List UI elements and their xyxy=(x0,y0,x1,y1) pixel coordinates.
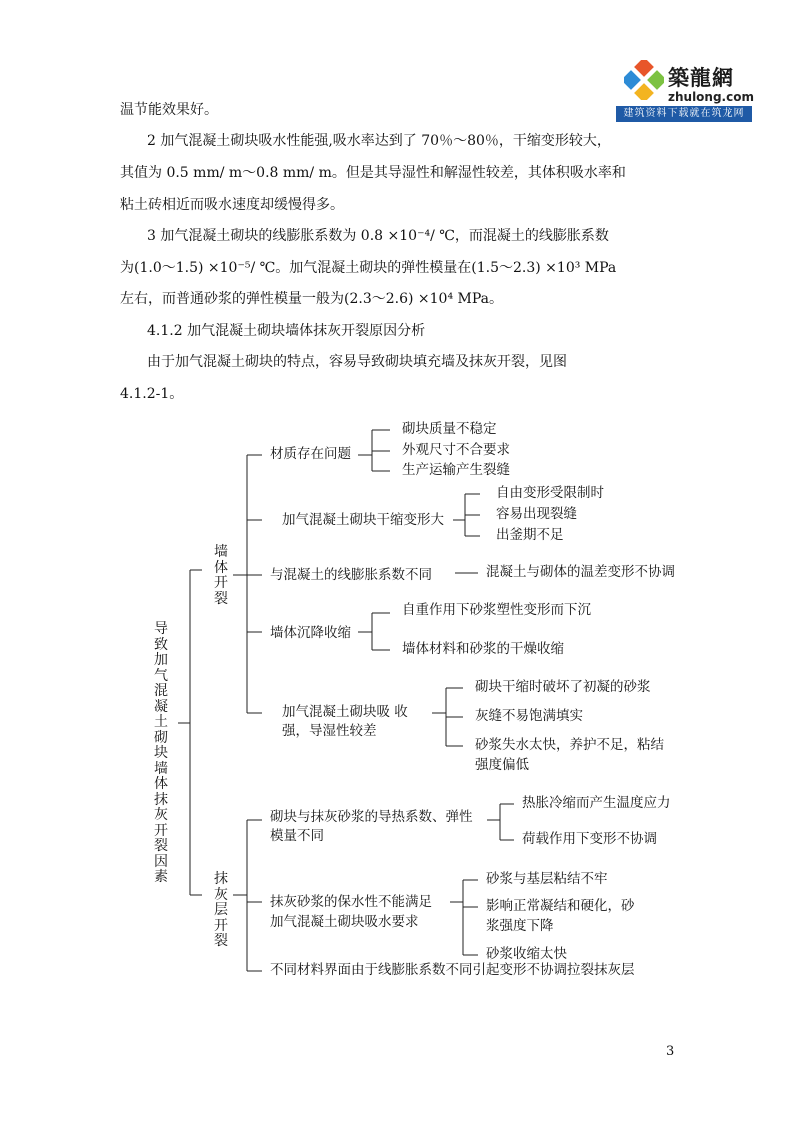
sub-cause: 自由变形受限制时 xyxy=(496,485,604,501)
sub-cause-line-2: 强度偏低 xyxy=(475,757,529,773)
paragraph-line-9: 由于加气混凝土砌块的特点，容易导致砌块填充墙及抹灰开裂，见图 xyxy=(147,354,567,370)
section-heading: 4.1.2 加气混凝土砌块墙体抹灰开裂原因分析 xyxy=(147,323,426,339)
sub-cause: 砌块干缩时破坏了初凝的砂浆 xyxy=(475,679,651,695)
group-label-wall: 墙体开裂 xyxy=(214,544,228,607)
cause-material-quality: 材质存在问题 xyxy=(270,446,351,462)
paragraph-line-3: 其值为 0.5 mm/ m～0.8 mm/ m。但是其导湿性和解湿性较差，其体积吸水率和 xyxy=(120,165,626,181)
sub-cause: 砂浆失水太快，养护不足，粘结 xyxy=(475,737,664,753)
cause-thermal-expansion: 与混凝土的线膨胀系数不同 xyxy=(270,567,432,583)
cause-thermal-conductivity-line-2: 模量不同 xyxy=(270,828,324,844)
logo-domain: zhulong.com xyxy=(668,90,754,104)
sub-cause: 热胀冷缩而产生温度应力 xyxy=(522,795,671,811)
cause-settlement: 墙体沉降收缩 xyxy=(270,625,351,641)
cause-water-absorption-line-2: 强，导湿性较差 xyxy=(282,723,377,739)
sub-cause-line-2: 浆强度下降 xyxy=(486,918,554,934)
paragraph-line-2: 2 加气混凝土砌块吸水性能强,吸水率达到了 70％～80％，干缩变形较大， xyxy=(147,133,611,149)
sub-cause: 砌块质量不稳定 xyxy=(402,421,497,437)
cause-interface-expansion: 不同材料界面由于线膨胀系数不同引起变形不协调拉裂抹灰层 xyxy=(270,962,635,978)
root-label: 导致加气混凝土砌块墙体抹灰开裂因素 xyxy=(154,621,168,885)
sub-cause: 砂浆与基层粘结不牢 xyxy=(486,871,608,887)
logo-title: 築龍網 xyxy=(668,65,734,90)
sub-cause: 容易出现裂缝 xyxy=(496,506,577,522)
sub-cause: 灰缝不易饱满填实 xyxy=(475,708,583,724)
cause-drying-shrinkage: 加气混凝土砌块干缩变形大 xyxy=(282,512,444,528)
sub-cause: 外观尺寸不合要求 xyxy=(402,442,510,458)
cause-water-retention: 抹灰砂浆的保水性不能满足 xyxy=(270,894,432,910)
paragraph-line-7: 左右，而普通砂浆的弹性模量一般为(2.3～2.6) ×10⁴ MPa。 xyxy=(120,291,503,307)
paragraph-line-10: 4.1.2-1。 xyxy=(120,386,184,402)
group-label-plaster: 抹灰层开裂 xyxy=(214,871,228,949)
sub-cause: 生产运输产生裂缝 xyxy=(402,462,510,478)
sub-cause: 影响正常凝结和硬化，砂 xyxy=(486,898,635,914)
cause-water-absorption: 加气混凝土砌块吸 收 xyxy=(282,704,408,720)
page-number: 3 xyxy=(666,1044,675,1059)
paragraph-line-1: 温节能效果好。 xyxy=(120,102,218,118)
cause-water-retention-line-2: 加气混凝土砌块吸水要求 xyxy=(270,914,419,930)
paragraph-line-6: 为(1.0～1.5) ×10⁻⁵/ ℃。加气混凝土砌块的弹性模量在(1.5～2.3) ×10³ MPa xyxy=(120,260,617,276)
cause-thermal-conductivity: 砌块与抹灰砂浆的导热系数、弹性 xyxy=(270,809,473,825)
sub-cause: 出釜期不足 xyxy=(496,527,564,543)
logo-tagline: 建筑资料下载就在筑龙网 xyxy=(616,106,752,122)
paragraph-line-4: 粘土砖相近而吸水速度却缓慢得多。 xyxy=(120,197,344,213)
sub-cause: 荷载作用下变形不协调 xyxy=(522,831,657,847)
sub-cause: 自重作用下砂浆塑性变形而下沉 xyxy=(402,602,591,618)
paragraph-line-5: 3 加气混凝土砌块的线膨胀系数为 0.8 ×10⁻⁴/ ℃，而混凝土的线膨胀系数 xyxy=(147,228,609,244)
sub-cause: 砂浆收缩太快 xyxy=(486,946,567,962)
sub-cause: 墙体材料和砂浆的干燥收缩 xyxy=(402,641,564,657)
sub-cause: 混凝土与砌体的温差变形不协调 xyxy=(486,564,675,580)
